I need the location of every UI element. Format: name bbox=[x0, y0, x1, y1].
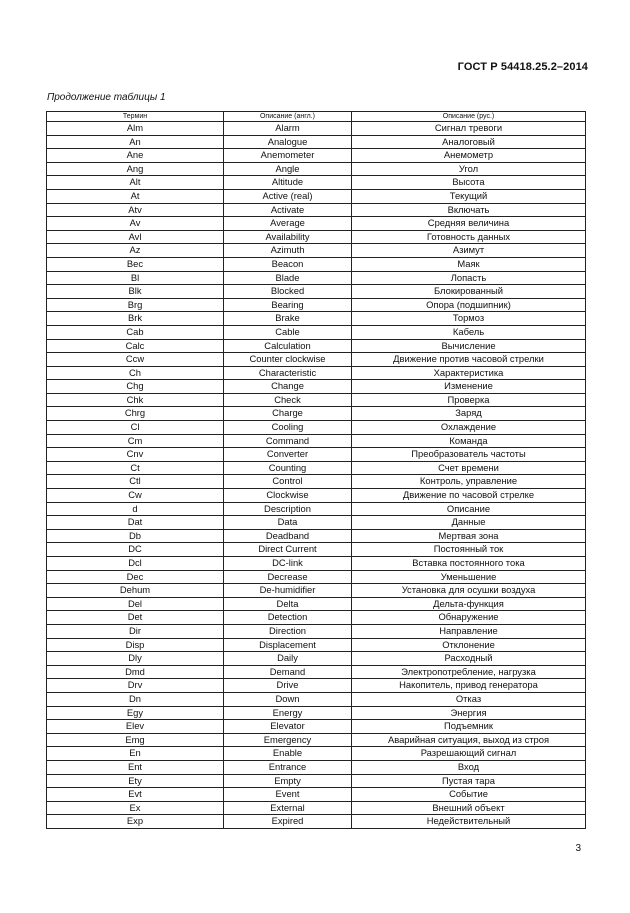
description-en-cell: Data bbox=[224, 516, 352, 530]
description-ru-cell: Высота bbox=[352, 176, 586, 190]
description-ru-cell: Команда bbox=[352, 434, 586, 448]
description-en-cell: Entrance bbox=[224, 760, 352, 774]
term-cell: Db bbox=[47, 529, 224, 543]
description-en-cell: Bearing bbox=[224, 298, 352, 312]
table-row bbox=[47, 176, 586, 190]
table-row bbox=[47, 489, 586, 503]
table-row bbox=[47, 720, 586, 734]
term-cell: Brk bbox=[47, 312, 224, 326]
description-ru-cell: Проверка bbox=[352, 393, 586, 407]
term-cell: Ct bbox=[47, 461, 224, 475]
table-row bbox=[47, 801, 586, 815]
term-cell: Chk bbox=[47, 393, 224, 407]
description-ru-cell: Анемометр bbox=[352, 149, 586, 163]
description-ru-cell: Включать bbox=[352, 203, 586, 217]
description-ru-cell: Лопасть bbox=[352, 271, 586, 285]
term-cell: Dec bbox=[47, 570, 224, 584]
table-row bbox=[47, 611, 586, 625]
description-en-cell: Detection bbox=[224, 611, 352, 625]
term-cell: Disp bbox=[47, 638, 224, 652]
table-caption: Продолжение таблицы 1 bbox=[47, 92, 166, 103]
description-en-cell: Characteristic bbox=[224, 366, 352, 380]
description-ru-cell: Средняя величина bbox=[352, 217, 586, 231]
term-cell: Calc bbox=[47, 339, 224, 353]
term-cell: Ang bbox=[47, 162, 224, 176]
term-cell: Alm bbox=[47, 122, 224, 136]
description-ru-cell: Отказ bbox=[352, 692, 586, 706]
term-cell: Emg bbox=[47, 733, 224, 747]
table-row bbox=[47, 380, 586, 394]
table-row bbox=[47, 516, 586, 530]
description-en-cell: De-humidifier bbox=[224, 584, 352, 598]
description-en-cell: Beacon bbox=[224, 257, 352, 271]
description-en-cell: Description bbox=[224, 502, 352, 516]
description-ru-cell: Текущий bbox=[352, 189, 586, 203]
description-ru-cell: Событие bbox=[352, 788, 586, 802]
description-en-cell: Decrease bbox=[224, 570, 352, 584]
term-cell: Elev bbox=[47, 720, 224, 734]
term-cell: Dcl bbox=[47, 557, 224, 571]
table-row bbox=[47, 760, 586, 774]
table-row bbox=[47, 217, 586, 231]
table-row bbox=[47, 652, 586, 666]
description-en-cell: Anemometer bbox=[224, 149, 352, 163]
term-cell: Dat bbox=[47, 516, 224, 530]
description-ru-cell: Описание bbox=[352, 502, 586, 516]
description-en-cell: Clockwise bbox=[224, 489, 352, 503]
description-ru-cell: Угол bbox=[352, 162, 586, 176]
term-cell: Ent bbox=[47, 760, 224, 774]
description-ru-cell: Вставка постоянного тока bbox=[352, 557, 586, 571]
term-cell: Chg bbox=[47, 380, 224, 394]
table-row bbox=[47, 162, 586, 176]
description-en-cell: Blade bbox=[224, 271, 352, 285]
term-cell: Bl bbox=[47, 271, 224, 285]
description-en-cell: Energy bbox=[224, 706, 352, 720]
table-row bbox=[47, 461, 586, 475]
document-header-code: ГОСТ Р 54418.25.2–2014 bbox=[457, 61, 588, 73]
table-row bbox=[47, 475, 586, 489]
description-en-cell: Charge bbox=[224, 407, 352, 421]
description-en-cell: Converter bbox=[224, 448, 352, 462]
table-row bbox=[47, 434, 586, 448]
description-en-cell: Counting bbox=[224, 461, 352, 475]
table-row bbox=[47, 366, 586, 380]
table-row bbox=[47, 407, 586, 421]
table-row bbox=[47, 421, 586, 435]
term-cell: Cw bbox=[47, 489, 224, 503]
description-ru-cell: Недействительный bbox=[352, 815, 586, 829]
description-ru-cell: Дельта-функция bbox=[352, 597, 586, 611]
term-cell: Egy bbox=[47, 706, 224, 720]
description-en-cell: Change bbox=[224, 380, 352, 394]
description-en-cell: Activate bbox=[224, 203, 352, 217]
table-row bbox=[47, 543, 586, 557]
table-row bbox=[47, 529, 586, 543]
term-cell: Atv bbox=[47, 203, 224, 217]
table-row bbox=[47, 339, 586, 353]
description-en-cell: Angle bbox=[224, 162, 352, 176]
term-cell: Evt bbox=[47, 788, 224, 802]
description-ru-cell: Контроль, управление bbox=[352, 475, 586, 489]
term-cell: Dmd bbox=[47, 665, 224, 679]
description-ru-cell: Тормоз bbox=[352, 312, 586, 326]
description-en-cell: Event bbox=[224, 788, 352, 802]
description-en-cell: Average bbox=[224, 217, 352, 231]
description-en-cell: Check bbox=[224, 393, 352, 407]
description-ru-cell: Подъемник bbox=[352, 720, 586, 734]
table-row bbox=[47, 448, 586, 462]
description-ru-cell: Разрешающий сигнал bbox=[352, 747, 586, 761]
description-en-cell: DC-link bbox=[224, 557, 352, 571]
description-en-cell: Deadband bbox=[224, 529, 352, 543]
description-en-cell: Active (real) bbox=[224, 189, 352, 203]
term-cell: Dn bbox=[47, 692, 224, 706]
description-ru-cell: Отклонение bbox=[352, 638, 586, 652]
table-row bbox=[47, 747, 586, 761]
description-en-cell: Availability bbox=[224, 230, 352, 244]
description-ru-cell: Заряд bbox=[352, 407, 586, 421]
description-en-cell: Blocked bbox=[224, 285, 352, 299]
description-en-cell: Displacement bbox=[224, 638, 352, 652]
description-ru-cell: Опора (подшипник) bbox=[352, 298, 586, 312]
term-cell: DC bbox=[47, 543, 224, 557]
table-row bbox=[47, 706, 586, 720]
table-row bbox=[47, 557, 586, 571]
term-cell: Cl bbox=[47, 421, 224, 435]
term-cell: An bbox=[47, 135, 224, 149]
term-cell: Alt bbox=[47, 176, 224, 190]
table-row bbox=[47, 285, 586, 299]
description-ru-cell: Вход bbox=[352, 760, 586, 774]
term-cell: Ane bbox=[47, 149, 224, 163]
term-cell: Dehum bbox=[47, 584, 224, 598]
term-cell: Ch bbox=[47, 366, 224, 380]
abbreviations-table bbox=[46, 111, 586, 829]
description-en-cell: Elevator bbox=[224, 720, 352, 734]
description-en-cell: Expired bbox=[224, 815, 352, 829]
table-row bbox=[47, 570, 586, 584]
table-row bbox=[47, 679, 586, 693]
table-row bbox=[47, 584, 586, 598]
table-row bbox=[47, 393, 586, 407]
table-row bbox=[47, 189, 586, 203]
term-cell: Bec bbox=[47, 257, 224, 271]
term-cell: Avl bbox=[47, 230, 224, 244]
table-row bbox=[47, 298, 586, 312]
page-number: 3 bbox=[575, 843, 581, 854]
term-cell: Ex bbox=[47, 801, 224, 815]
description-ru-cell: Блокированный bbox=[352, 285, 586, 299]
term-cell: Av bbox=[47, 217, 224, 231]
table-row bbox=[47, 122, 586, 136]
term-cell: Ety bbox=[47, 774, 224, 788]
description-en-cell: Cable bbox=[224, 325, 352, 339]
description-ru-cell: Движение против часовой стрелки bbox=[352, 353, 586, 367]
description-ru-cell: Направление bbox=[352, 624, 586, 638]
description-en-cell: Analogue bbox=[224, 135, 352, 149]
table-row bbox=[47, 774, 586, 788]
description-en-cell: Enable bbox=[224, 747, 352, 761]
description-ru-cell: Уменьшение bbox=[352, 570, 586, 584]
description-en-cell: Calculation bbox=[224, 339, 352, 353]
description-en-cell: Demand bbox=[224, 665, 352, 679]
description-en-cell: Empty bbox=[224, 774, 352, 788]
description-en-cell: Control bbox=[224, 475, 352, 489]
table-row bbox=[47, 230, 586, 244]
term-cell: Cnv bbox=[47, 448, 224, 462]
term-cell: Exp bbox=[47, 815, 224, 829]
table-row bbox=[47, 271, 586, 285]
term-cell: Det bbox=[47, 611, 224, 625]
description-ru-cell: Готовность данных bbox=[352, 230, 586, 244]
term-cell: Az bbox=[47, 244, 224, 258]
description-ru-cell: Охлаждение bbox=[352, 421, 586, 435]
description-en-cell: External bbox=[224, 801, 352, 815]
description-ru-cell: Движение по часовой стрелке bbox=[352, 489, 586, 503]
column-header-term: Термин bbox=[47, 112, 224, 122]
description-en-cell: Azimuth bbox=[224, 244, 352, 258]
term-cell: Ctl bbox=[47, 475, 224, 489]
table-row bbox=[47, 788, 586, 802]
description-en-cell: Emergency bbox=[224, 733, 352, 747]
table-row bbox=[47, 502, 586, 516]
description-ru-cell: Характеристика bbox=[352, 366, 586, 380]
description-en-cell: Direct Current bbox=[224, 543, 352, 557]
table-row bbox=[47, 149, 586, 163]
table-row bbox=[47, 624, 586, 638]
description-ru-cell: Маяк bbox=[352, 257, 586, 271]
description-ru-cell: Энергия bbox=[352, 706, 586, 720]
table-row bbox=[47, 638, 586, 652]
term-cell: Dly bbox=[47, 652, 224, 666]
description-ru-cell: Кабель bbox=[352, 325, 586, 339]
table-row bbox=[47, 815, 586, 829]
description-ru-cell: Обнаружение bbox=[352, 611, 586, 625]
table-row bbox=[47, 733, 586, 747]
description-ru-cell: Электропотребление, нагрузка bbox=[352, 665, 586, 679]
description-en-cell: Brake bbox=[224, 312, 352, 326]
description-en-cell: Command bbox=[224, 434, 352, 448]
description-en-cell: Cooling bbox=[224, 421, 352, 435]
description-en-cell: Daily bbox=[224, 652, 352, 666]
column-header-description-en: Описание (англ.) bbox=[224, 112, 352, 122]
term-cell: Blk bbox=[47, 285, 224, 299]
term-cell: Drv bbox=[47, 679, 224, 693]
description-ru-cell: Мертвая зона bbox=[352, 529, 586, 543]
table-row bbox=[47, 692, 586, 706]
description-en-cell: Drive bbox=[224, 679, 352, 693]
description-ru-cell: Установка для осушки воздуха bbox=[352, 584, 586, 598]
term-cell: Chrg bbox=[47, 407, 224, 421]
description-ru-cell: Накопитель, привод генератора bbox=[352, 679, 586, 693]
column-header-description-ru: Описание (рус.) bbox=[352, 112, 586, 122]
term-cell: Ccw bbox=[47, 353, 224, 367]
description-en-cell: Alarm bbox=[224, 122, 352, 136]
description-ru-cell: Вычисление bbox=[352, 339, 586, 353]
term-cell: Cm bbox=[47, 434, 224, 448]
table-row bbox=[47, 325, 586, 339]
description-ru-cell: Пустая тара bbox=[352, 774, 586, 788]
description-ru-cell: Счет времени bbox=[352, 461, 586, 475]
description-ru-cell: Данные bbox=[352, 516, 586, 530]
table-row bbox=[47, 353, 586, 367]
table-row bbox=[47, 203, 586, 217]
term-cell: Del bbox=[47, 597, 224, 611]
description-en-cell: Direction bbox=[224, 624, 352, 638]
description-en-cell: Delta bbox=[224, 597, 352, 611]
description-ru-cell: Расходный bbox=[352, 652, 586, 666]
description-ru-cell: Сигнал тревоги bbox=[352, 122, 586, 136]
description-ru-cell: Постоянный ток bbox=[352, 543, 586, 557]
description-ru-cell: Аналоговый bbox=[352, 135, 586, 149]
table-row bbox=[47, 665, 586, 679]
description-en-cell: Counter clockwise bbox=[224, 353, 352, 367]
description-ru-cell: Преобразователь частоты bbox=[352, 448, 586, 462]
description-ru-cell: Изменение bbox=[352, 380, 586, 394]
term-cell: Brg bbox=[47, 298, 224, 312]
description-ru-cell: Азимут bbox=[352, 244, 586, 258]
description-en-cell: Altitude bbox=[224, 176, 352, 190]
term-cell: Cab bbox=[47, 325, 224, 339]
term-cell: At bbox=[47, 189, 224, 203]
description-ru-cell: Внешний объект bbox=[352, 801, 586, 815]
table-row bbox=[47, 312, 586, 326]
table-body bbox=[47, 122, 586, 829]
term-cell: d bbox=[47, 502, 224, 516]
table-row bbox=[47, 244, 586, 258]
table-row bbox=[47, 597, 586, 611]
table-row bbox=[47, 257, 586, 271]
table-row bbox=[47, 135, 586, 149]
term-cell: En bbox=[47, 747, 224, 761]
description-en-cell: Down bbox=[224, 692, 352, 706]
description-ru-cell: Аварийная ситуация, выход из строя bbox=[352, 733, 586, 747]
term-cell: Dir bbox=[47, 624, 224, 638]
table-header-row bbox=[47, 112, 586, 122]
